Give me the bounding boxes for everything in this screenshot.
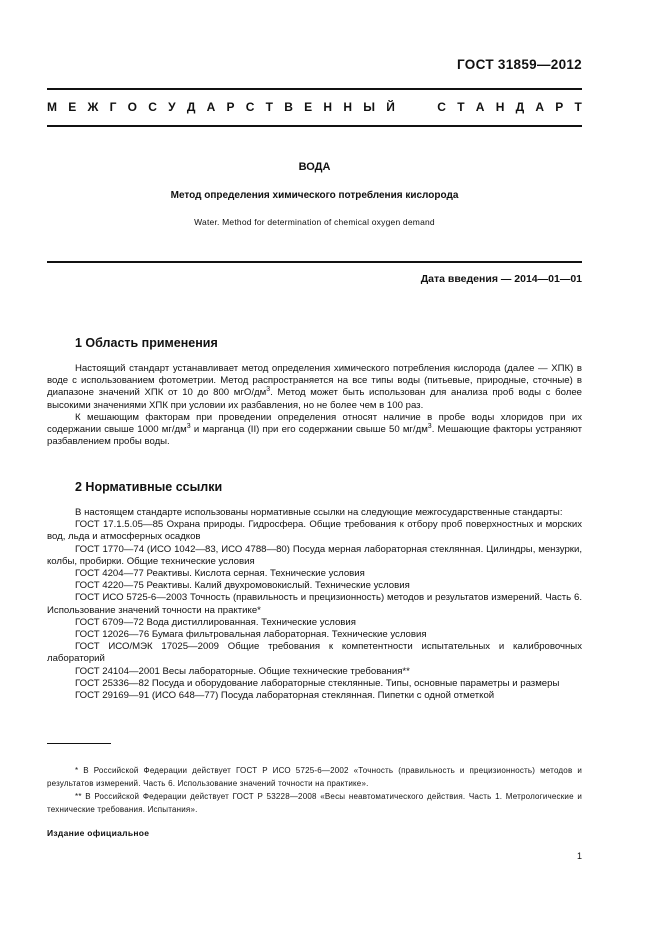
banner-rule [47, 125, 582, 127]
footnote: * В Российской Федерации действует ГОСТ Р ИСО 5725-6—2002 «Точность (правильность и прецизионность) методов и результатов измерений. Часть 6. Использование значений точности на практике». [47, 766, 582, 788]
section-1-body [47, 363, 582, 448]
banner-letter: А [535, 100, 545, 114]
banner-letter: А [475, 100, 485, 114]
banner-letter: У [168, 100, 176, 114]
document-title: ВОДА [298, 161, 331, 173]
normative-reference: ГОСТ 4204—77 Реактивы. Кислота серная. Технические условия [75, 568, 365, 580]
normative-reference: ГОСТ 17.1.5.05—85 Охрана природы. Гидросфера. Общие требования к отбору проб поверхностных и морских вод, льда и атмосферных осадков [47, 519, 582, 543]
banner-letter: Д [186, 100, 196, 114]
banner-letter: С [148, 100, 157, 114]
page-number: 1 [576, 851, 582, 861]
banner-letter: Т [574, 100, 582, 114]
banner-letter: Й [386, 100, 395, 114]
normative-reference: ГОСТ 29169—91 (ИСО 648—77) Посуда лабораторная стеклянная. Пипетки с одной отметкой [75, 690, 495, 702]
banner-letter: А [206, 100, 216, 114]
normative-reference: ГОСТ ИСО 5725-6—2003 Точность (правильность и прецизионность) методов и результатов измерений. Часть 6. Использование значений точности на практике* [47, 592, 582, 616]
edition-label: Издание официальное [47, 828, 150, 838]
section-1-heading: 1 Область применения [75, 336, 218, 350]
normative-reference: ГОСТ ИСО/МЭК 17025—2009 Общие требования к компетентности испытательных и калибровочных лабораторий [47, 641, 582, 665]
banner-letter: О [127, 100, 137, 114]
banner-letter: С [437, 100, 446, 114]
banner-letter: Д [515, 100, 525, 114]
banner-letter: Р [555, 100, 564, 114]
normative-reference: ГОСТ 6709—72 Вода дистиллированная. Технические условия [75, 616, 356, 628]
document-subtitle: Метод определения химического потребления кислорода [170, 190, 459, 201]
section-1-paragraph-2: К мешающим факторам при проведении определения относят наличие в пробе воды хлоридов при их содержании свыше 1000 $мг/дм^3$ и марганца (II) при его содержании свыше 50 $мг/дм^3$. Мешающие факторы устраняют разбавлением пробы воды. [47, 411, 582, 448]
normative-reference: ГОСТ 1770—74 (ИСО 1042—83, ИСО 4788—80) Посуда мерная лабораторная стеклянная. Цилиндры, мензурки, колбы, пробирки. Общие технические условия [47, 543, 582, 567]
section-1-paragraph-1: Настоящий стандарт устанавливает метод определения химического потребления кислорода (далее — ХПК) в воде с использованием фотометрии. Метод распространяется на все типы воды (питьевые, природные, сточные) в диапазоне значений ХПК от 10 до 800 мгО/$дм^3$. Метод может быть использован для анализа проб воды с более высокими значениями ХПК при условии их разбавления, но не более чем в 100 раз. [47, 363, 582, 411]
section-2-intro: В настоящем стандарте использованы нормативные ссылки на следующие межгосударственные стандарты: [75, 507, 563, 518]
banner-letter: Г [109, 100, 117, 114]
banner-letter: Т [457, 100, 465, 114]
section-2-body [47, 507, 582, 702]
banner-gap [406, 100, 426, 114]
title-rule [47, 261, 582, 263]
banner-letter: Ж [87, 100, 99, 114]
banner-letter: Е [68, 100, 77, 114]
banner-letter: Н [343, 100, 352, 114]
banner-letter: Н [495, 100, 505, 114]
top-rule [47, 88, 582, 90]
banner-letter: Р [226, 100, 235, 114]
normative-reference: ГОСТ 24104—2001 Весы лабораторные. Общие технические требования** [75, 665, 410, 677]
banner-letter: Н [323, 100, 333, 114]
banner-letter: Е [304, 100, 313, 114]
normative-reference: ГОСТ 12026—76 Бумага фильтровальная лабораторная. Технические условия [75, 629, 427, 641]
normative-reference: ГОСТ 25336—82 Посуда и оборудование лабораторные стеклянные. Типы, основные параметры и размеры [75, 677, 560, 689]
banner-letter: М [47, 100, 57, 114]
section-2-heading: 2 Нормативные ссылки [75, 480, 223, 494]
normative-reference: ГОСТ 4220—75 Реактивы. Калий двухромовокислый. Технические условия [75, 580, 410, 592]
footnotes [47, 764, 582, 816]
footnote-rule [47, 743, 111, 744]
banner-letter: В [284, 100, 293, 114]
introduction-date: Дата введения — 2014—01—01 [420, 273, 582, 285]
banner-letter: С [245, 100, 255, 114]
footnote: ** В Российской Федерации действует ГОСТ Р 53228—2008 «Весы неавтоматического действия. Часть 1. Метрологические и технические требования. Испытания». [47, 792, 582, 814]
document-number: ГОСТ 31859—2012 [457, 57, 582, 72]
english-title: Water. Method for determination of chemical oxygen demand [194, 217, 435, 227]
banner-letter: Т [265, 100, 274, 114]
banner-letter: Ы [363, 100, 375, 114]
interstate-standard-banner [47, 100, 582, 114]
